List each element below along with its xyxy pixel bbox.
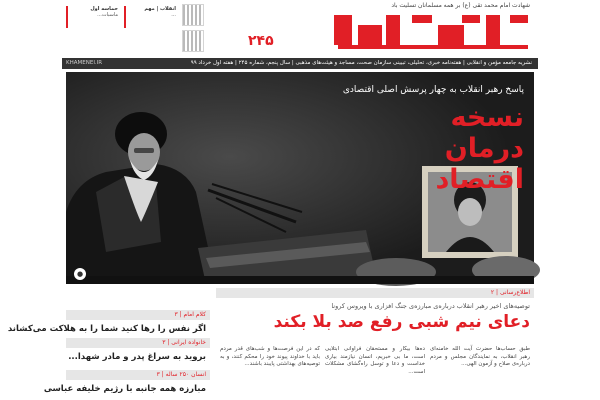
sidebar-item-1-text: اگر نفس را رها کنید شما را به هلاکت می‌کشاند (7, 324, 206, 334)
header-box-2 (124, 6, 176, 28)
masthead-tagline: شهادت امام محمد تقی (ع) بر همه مسلمانان تسلیت باد (391, 2, 530, 9)
article-column-2: ده‌ها بیکار و مستحقان فراوانی ابتلایی است، ما بی خبریم، انسان نیازمند بیاری خداست و دعا و توسل راه‌گشای مشکلات است... (325, 346, 425, 375)
main-article-body (216, 346, 534, 400)
qr-code-icon-2 (182, 30, 204, 52)
header-side-boxes (66, 4, 178, 54)
main-article-title: دعای نیم شبی رفع صد بلا بکند (273, 312, 530, 332)
hero-headline-line1: نسخه درمان (444, 102, 524, 164)
main-article-section-label: اطلاع‌رسانی | ۲ (216, 288, 534, 298)
newspaper-logo (334, 11, 530, 55)
sidebar-item-2-text: بروید به سراغ پدر و مادر شهدا... (68, 352, 206, 362)
header-box-1-text: ماسبات... (97, 12, 118, 18)
sidebar-item-3-text: مبارزه همه جانبه با رژیم خلیفه عباسی (43, 384, 206, 394)
header-box-2-title: انقلاب | مهم (144, 6, 176, 12)
hero-section (66, 72, 534, 284)
article-column-1: طبق حساب‌ها حضرت آیت الله خامنه‌ای رهبر انقلاب، به نمایندگان مجلس و مردم درباره‌ی صلاح و آزمون الهی... (430, 346, 530, 368)
hero-headline[interactable] (374, 102, 524, 195)
sidebar-item-2-head: خانواده ایرانی | ۳ (66, 338, 210, 348)
hero-headline-line2: اقتصاد (435, 164, 524, 195)
sidebar-item-1-head: کلام امام | ۳ (66, 310, 210, 320)
newspaper-page (7, 0, 538, 400)
header-box-2-text: ... (171, 12, 176, 18)
main-article[interactable] (216, 288, 534, 400)
lower-section (7, 288, 534, 400)
header-box-1 (66, 6, 118, 28)
header-box-1-title: حماسه اول (90, 6, 118, 12)
site-url[interactable]: KHAMENEI.IR (66, 60, 103, 66)
sidebar-item-1[interactable] (7, 310, 210, 334)
issue-number: ۲۴۵ (248, 33, 274, 49)
info-bar (62, 58, 538, 69)
hero-footer-strip (66, 276, 534, 284)
main-article-subtitle: توصیه‌های اخیر رهبر انقلاب درباره‌ی مبارزه‌ی جنگ افزاری با ویروس کرونا (331, 302, 530, 310)
sidebar-item-2[interactable] (66, 338, 210, 362)
sidebar-item-3-head: انسان ۲۵۰ ساله | ۳ (66, 370, 210, 380)
info-bar-text: نشریه جامعه مؤمن و انقلابی | هفته‌نامه خبری، تحلیلی، تبیینی سازمان صحت، مساجد و هیئت‌های مذهبی | سال پنجم، شماره ۲۴۵ | هفته اول خرداد ۹۹ (190, 60, 532, 66)
article-column-3: که در این فرصت‌ها و شب‌های قدر مردم باید با خداوند پیوند خود را محکم کنند، و به توصیه‌های بهداشتی پایبند باشند... (220, 346, 320, 368)
hero-kicker: پاسخ رهبر انقلاب به چهار پرسش اصلی اقتصادی (342, 85, 524, 95)
photo-badge-icon: ● (74, 268, 86, 280)
sidebar (7, 288, 210, 400)
qr-code-icon (182, 4, 204, 26)
sidebar-item-3[interactable] (43, 370, 210, 394)
